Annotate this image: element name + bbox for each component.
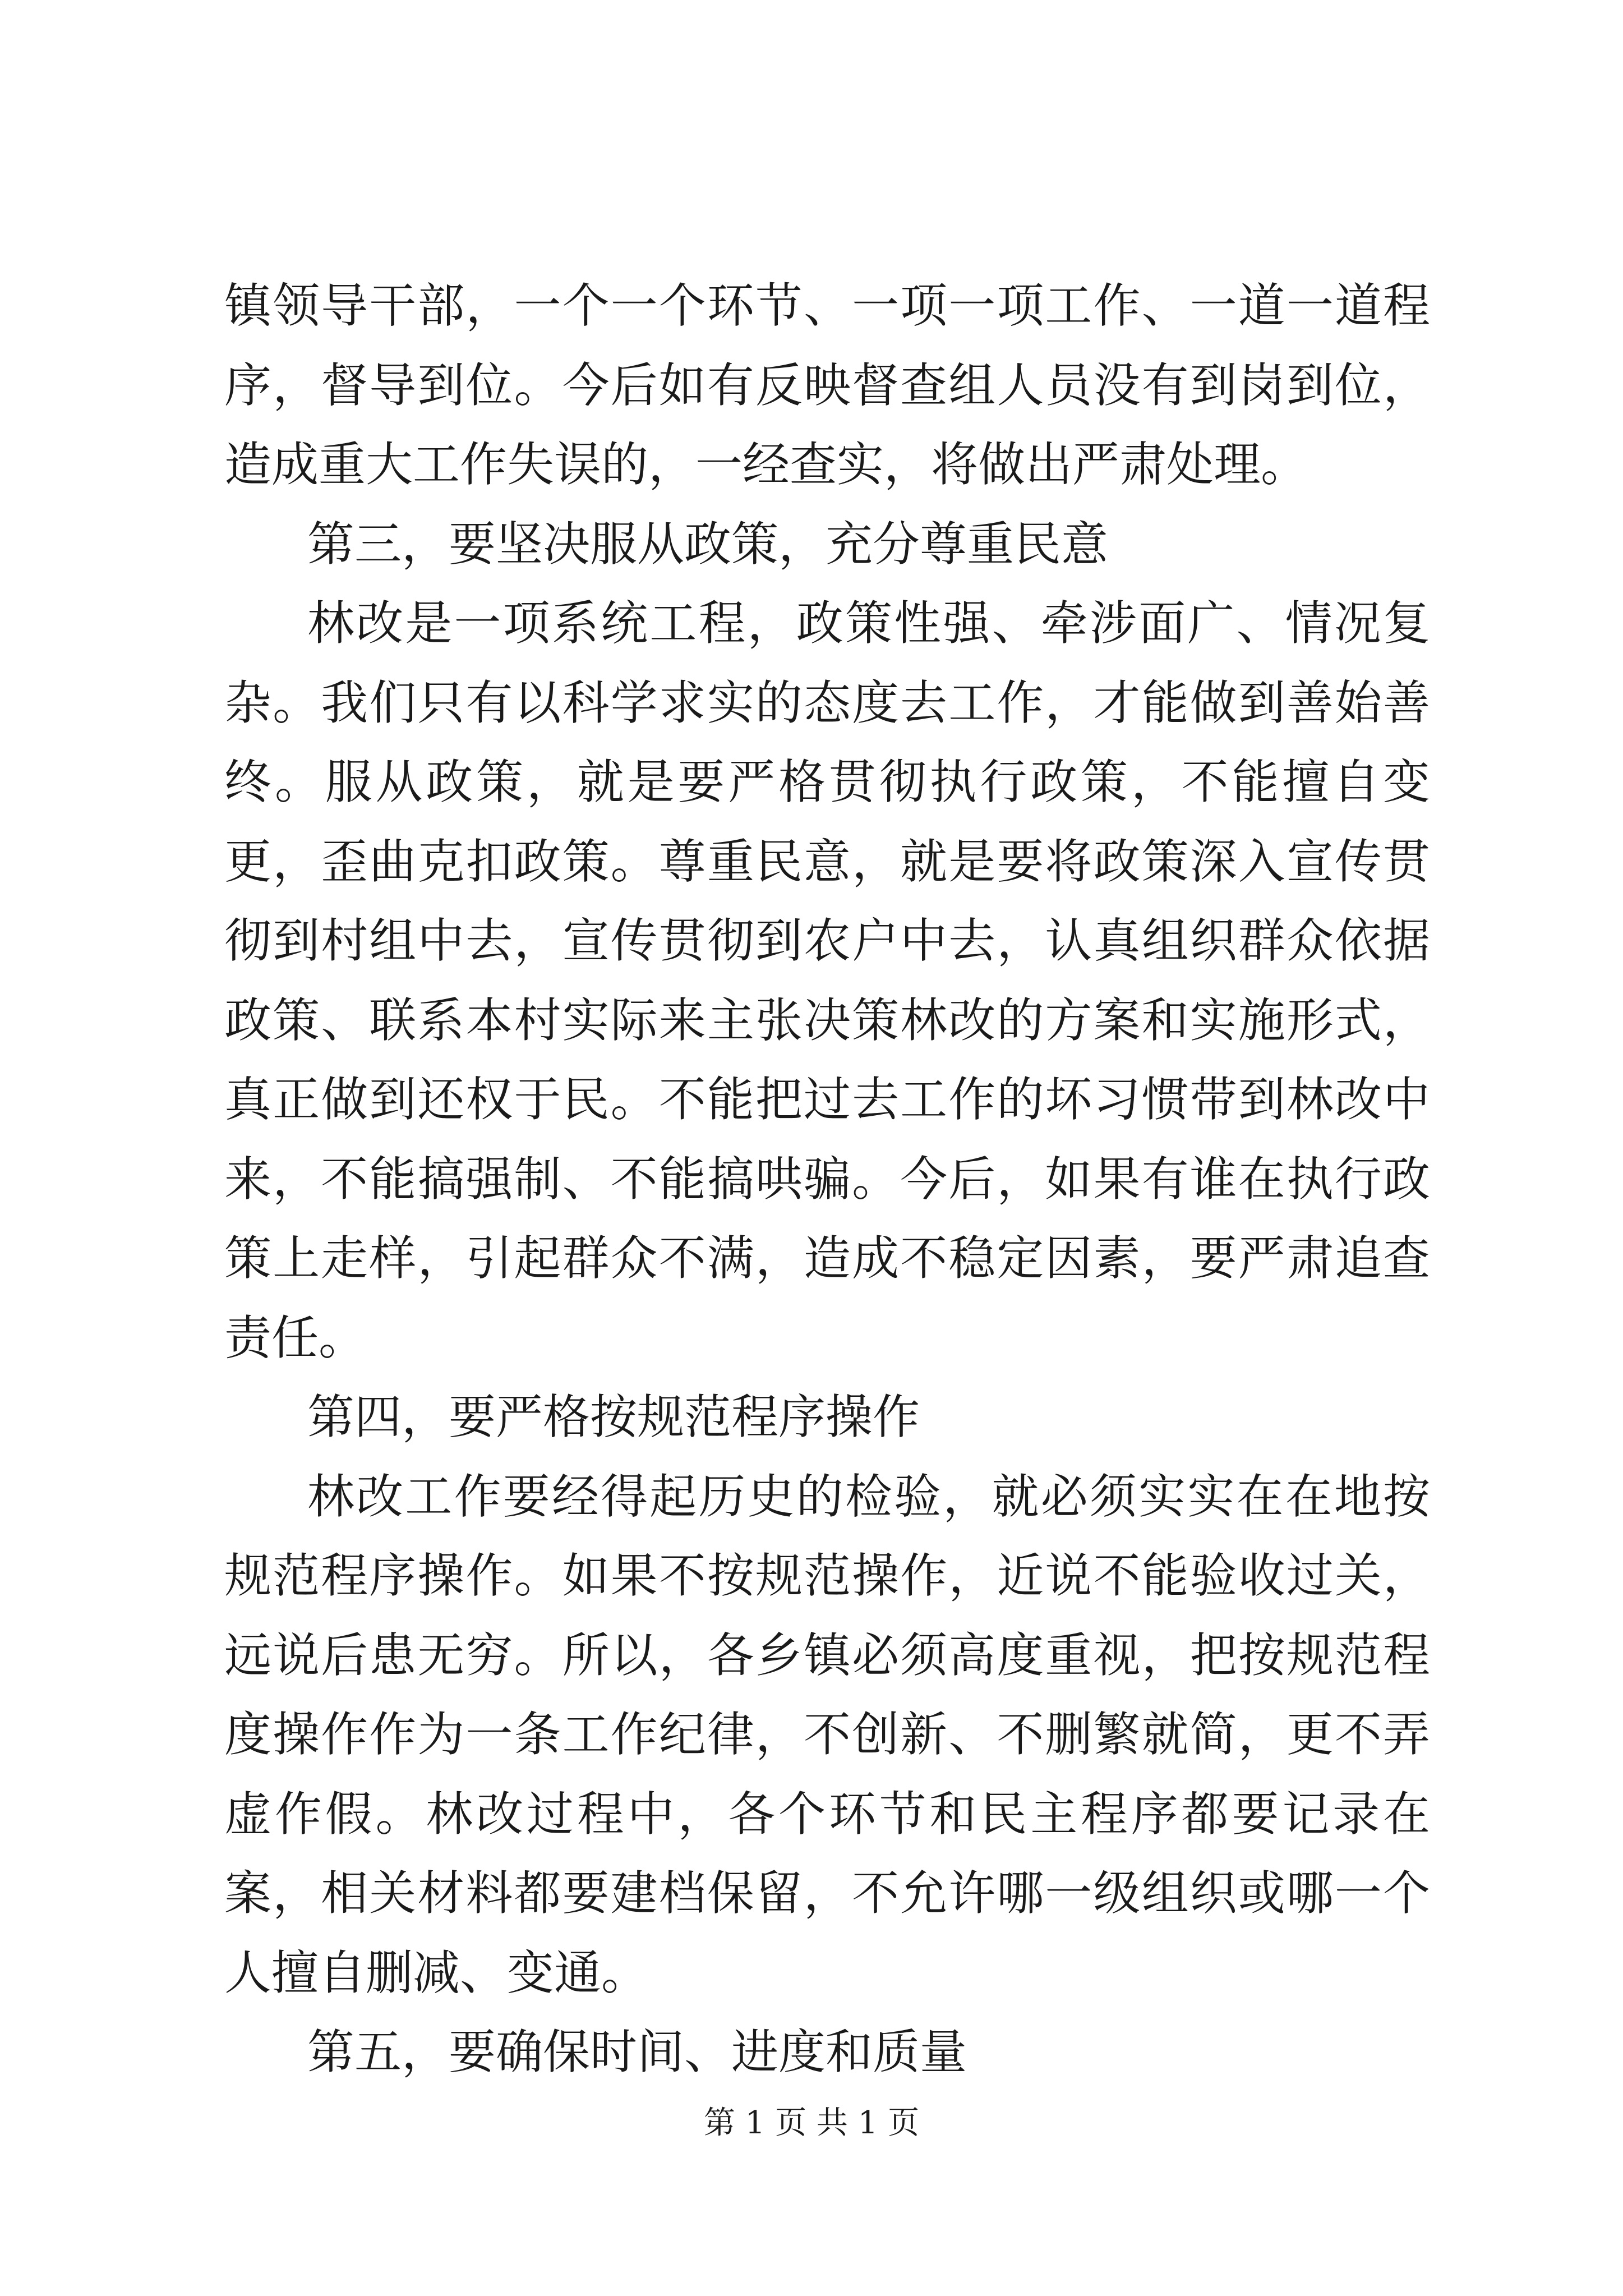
paragraph-section-4: 林改工作要经得起历史的检验，就必须实实在在地按规范程序操作。如果不按规范操作，近说不能验收过关，远说后患无穷。所以，各乡镇必须高度重视，把按规范程度操作作为一条工作纪律，不创新、不删繁就简，更不弄虚作假。林改过程中，各个环节和民主程序都要记录在案，相关材料都要建档保留，不允许哪一级组织或哪一个人擅自删减、变通。 [224,1469,1430,2000]
section-heading-5: 第五，要确保时间、进度和质量 [307,2024,967,2079]
page-footer: 第 1 页 共 1 页 [703,2105,920,2141]
document-body [224,266,1430,2092]
section-heading-3: 第三，要坚决服从政策，充分尊重民意 [307,516,1109,572]
paragraph-section-3: 林改是一项系统工程，政策性强、牵涉面广、情况复杂。我们只有以科学求实的态度去工作，才能做到善始善终。服从政策，就是要严格贯彻执行政策，不能擅自变更，歪曲克扣政策。尊重民意，就是要将政策深入宣传贯彻到村组中去，宣传贯彻到农户中去，认真组织群众依据政策、联系本村实际来主张决策林改的方案和实施形式，真正做到还权于民。不能把过去工作的坏习惯带到林改中来，不能搞强制、不能搞哄骗。今后，如果有谁在执行政策上走样，引起群众不满，造成不稳定因素，要严肃追查责任。 [224,596,1430,1365]
paragraph-continuation: 镇领导干部，一个一个环节、一项一项工作、一道一道程序，督导到位。今后如有反映督查组人员没有到岗到位，造成重大工作失误的，一经查实，将做出严肃处理。 [224,278,1430,492]
section-heading-4: 第四，要严格按规范程序操作 [307,1389,920,1444]
